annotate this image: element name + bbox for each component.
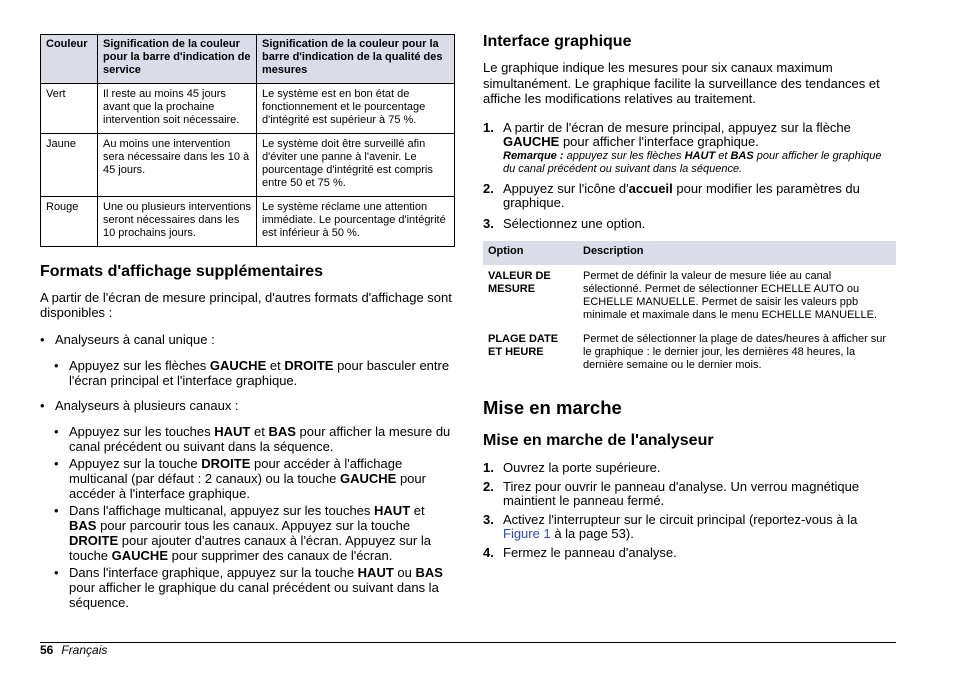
- figure-link[interactable]: Figure 1: [503, 526, 551, 541]
- table-row: [41, 197, 455, 247]
- list-item: • Appuyez sur la touche DROITE pour accéder à l'affichage multicanal (par défaut : 2 canaux) ou la touche GAUCHE pour accéder à l'interface graphique.: [54, 456, 455, 501]
- page-footer: [40, 643, 107, 657]
- table-header-row: [41, 35, 455, 84]
- table-cell: Rouge: [41, 197, 98, 247]
- startup-steps: [483, 461, 896, 560]
- list-item: 1. A partir de l'écran de mesure principal, appuyez sur la flèche GAUCHE pour afficher l'interface graphique. Remarque : appuyez sur les flèches HAUT et BAS pour afficher le graphique du canal précédent ou suivant dans la séquence.: [483, 121, 896, 176]
- table-cell: Une ou plusieurs interventions seront nécessaires dans les 10 prochains jours.: [98, 197, 257, 247]
- list-item: • Appuyez sur les flèches GAUCHE et DROITE pour basculer entre l'écran principal et l'interface graphique.: [54, 358, 455, 388]
- note: Remarque : appuyez sur les flèches HAUT et BAS pour afficher le graphique du canal précédent ou suivant dans la séquence.: [503, 149, 882, 175]
- multi-channel-sublist: [40, 424, 455, 610]
- table-cell: Permet de sélectionner la plage de dates/heures à afficher sur le graphique : le dernier jour, les dernières 48 heures, la dernière semaine ou le dernier mois.: [583, 333, 887, 371]
- list-item: • Analyseurs à canal unique :: [40, 332, 455, 347]
- list-item: • Dans l'interface graphique, appuyez sur la touche HAUT ou BAS pour afficher le graphique du canal précédent ou suivant dans la séquence.: [54, 565, 455, 610]
- footer-divider: [40, 642, 896, 643]
- table-cell: Le système doit être surveillé afin d'éviter une panne à l'avenir. Le pourcentage d'intégrité est compris entre 50 et 75 %.: [257, 134, 455, 197]
- table-cell: Vert: [41, 84, 98, 134]
- table-header-cell: Signification de la couleur pour la barre d'indication de service: [98, 35, 257, 84]
- table-header-cell: Option: [483, 241, 578, 265]
- multi-channel-list: [40, 398, 455, 413]
- table-cell: VALEUR DE MESURE: [488, 270, 551, 295]
- table-row: [41, 134, 455, 197]
- footer-language: Français: [61, 643, 108, 657]
- table-header-cell: Signification de la couleur pour la barre d'indication de la qualité des mesures: [257, 35, 455, 84]
- color-meaning-table: [40, 34, 455, 247]
- list-item: 2. Tirez pour ouvrir le panneau d'analyse. Un verrou magnétique maintient le panneau fermé.: [483, 478, 860, 508]
- graph-intro: Le graphique indique les mesures pour six canaux maximum simultanément. Le graphique facilite la surveillance des tendances et affiche les modifications relatives au traitement.: [483, 60, 880, 106]
- options-table: [483, 241, 896, 380]
- list-item: • Appuyez sur les touches HAUT et BAS pour afficher la mesure du canal précédent ou suivant dans la séquence.: [54, 424, 455, 454]
- formats-intro: A partir de l'écran de mesure principal, d'autres formats d'affichage sont disponibles :: [40, 290, 452, 320]
- left-column: [40, 34, 455, 612]
- list-item: 2. Appuyez sur l'icône d'accueil pour modifier les paramètres du graphique.: [483, 180, 860, 210]
- table-cell: Jaune: [41, 134, 98, 197]
- table-cell: Le système est en bon état de fonctionnement et le pourcentage d'intégrité est supérieur à 75 %.: [257, 84, 455, 134]
- table-cell: Le système réclame une attention immédiate. Le pourcentage d'intégrité est inférieur à 50 %.: [257, 197, 455, 247]
- table-header-cell: Description: [578, 241, 896, 265]
- table-header-row: [483, 241, 896, 265]
- table-header-cell: Couleur: [41, 35, 98, 84]
- table-cell: Au moins une intervention sera nécessaire dans les 10 à 45 jours.: [98, 134, 257, 197]
- table-cell: Permet de définir la valeur de mesure liée au canal sélectionné. Permet de sélectionner ECHELLE AUTO ou ECHELLE MANUELLE. Permet de saisir les valeurs ppb minimale et maximale dans le menu ECHELLE MANUELLE.: [583, 270, 878, 321]
- list-item: 1. Ouvrez la porte supérieure.: [483, 460, 661, 475]
- list-item: • Analyseurs à plusieurs canaux :: [40, 398, 455, 413]
- list-item: • Dans l'affichage multicanal, appuyez sur les touches HAUT et BAS pour parcourir tous les canaux. Appuyez sur la touche DROITE pour ajouter d'autres canaux à l'écran. Appuyez sur la touche GAUCHE pour supprimer des canaux de l'écran.: [54, 503, 455, 563]
- table-row: [41, 84, 455, 134]
- section-heading-graph: Interface graphique: [483, 33, 632, 50]
- page-number: 56: [40, 643, 54, 657]
- single-channel-list: [40, 332, 455, 347]
- right-column: [483, 32, 896, 560]
- section-heading-startup: Mise en marche: [483, 397, 622, 418]
- section-heading-formats: Formats d'affichage supplémentaires: [40, 263, 323, 280]
- single-channel-sublist: [40, 358, 455, 388]
- list-item: 3. Sélectionnez une option.: [483, 215, 646, 231]
- subsection-heading-analyzer: Mise en marche de l'analyseur: [483, 432, 714, 449]
- table-row: [483, 330, 896, 380]
- graph-steps: [483, 121, 896, 232]
- list-item: 4. Fermez le panneau d'analyse.: [483, 544, 677, 560]
- table-row: [483, 265, 896, 330]
- table-cell: Il reste au moins 45 jours avant que la prochaine intervention soit nécessaire.: [98, 84, 257, 134]
- list-item: 3. Activez l'interrupteur sur le circuit principal (reportez-vous à la Figure 1 à la page 53).: [483, 511, 858, 541]
- table-cell: PLAGE DATE ET HEURE: [488, 333, 559, 358]
